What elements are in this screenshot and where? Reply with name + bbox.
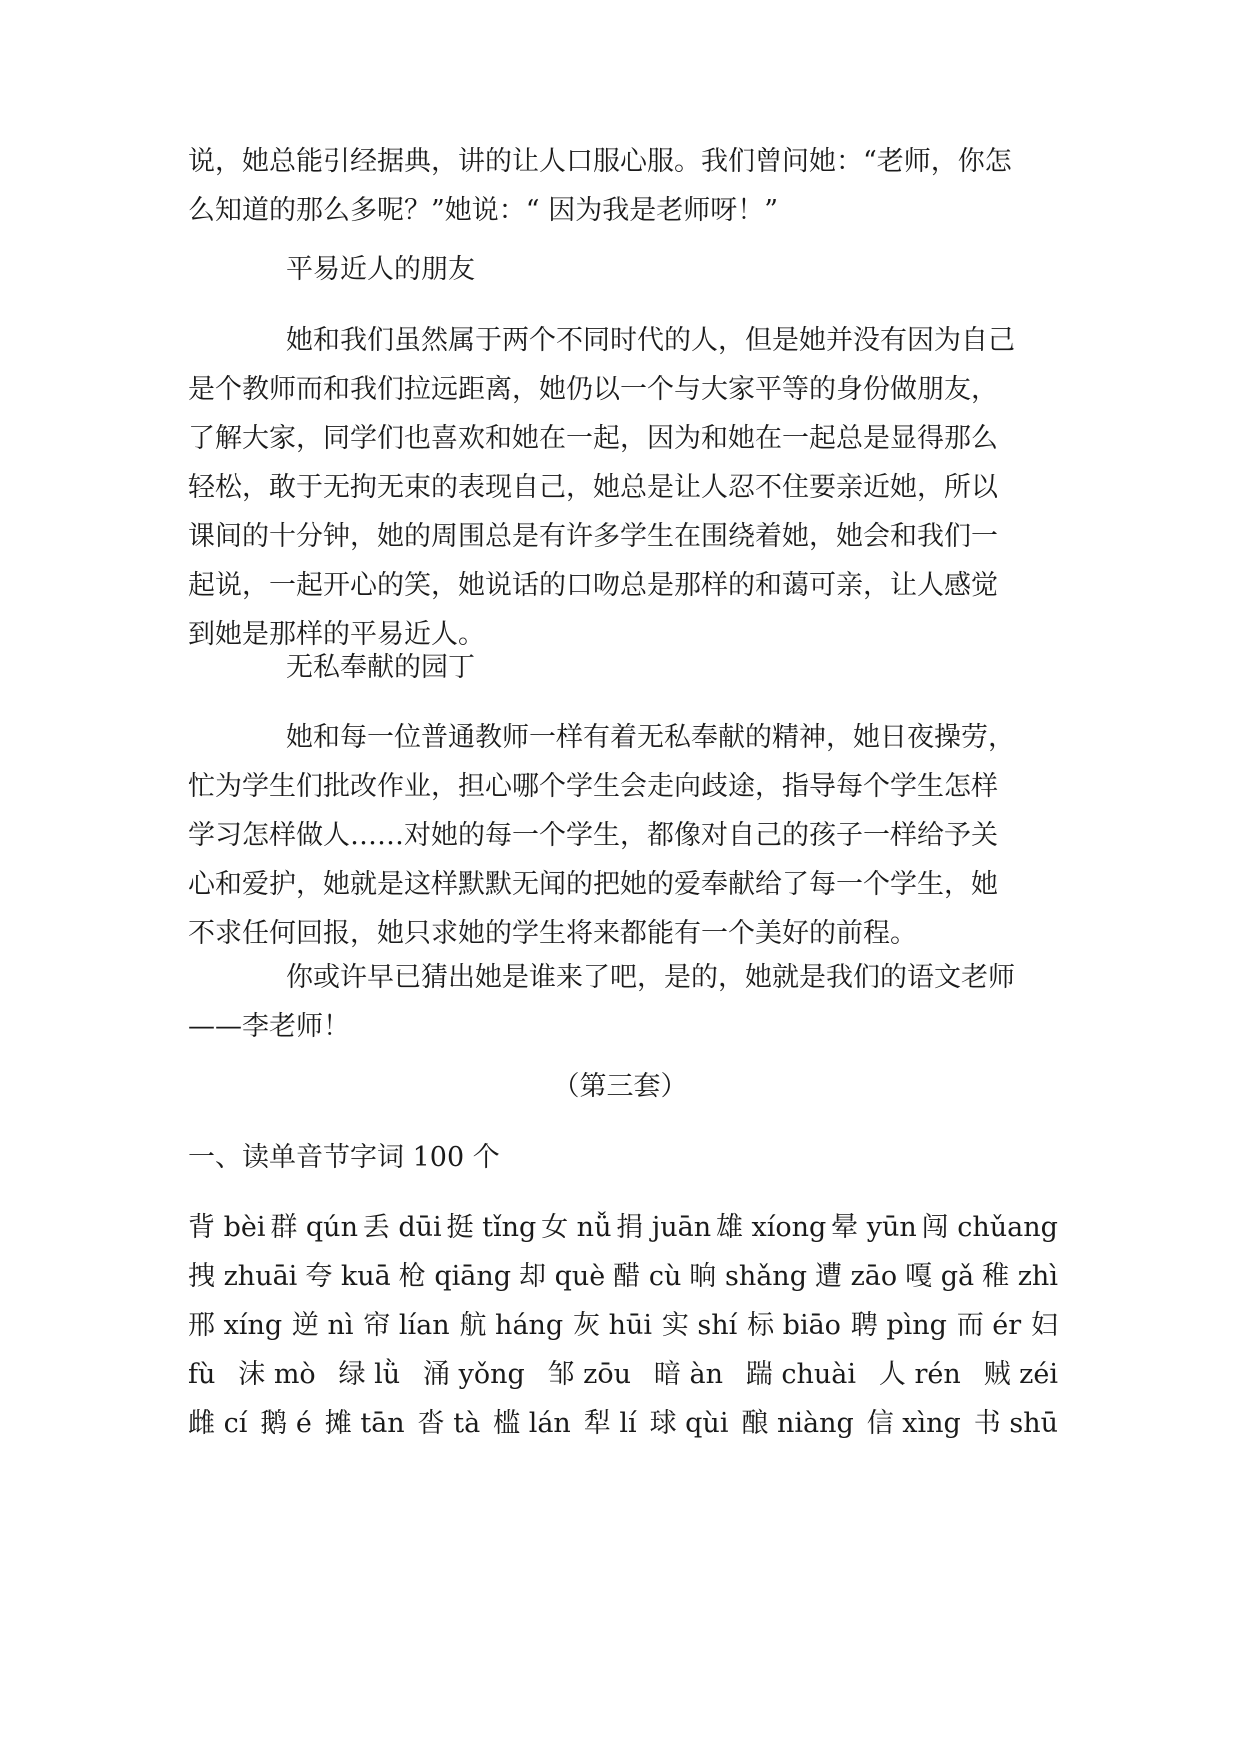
text-line: 轻松，敢于无拘无束的表现自己，她总是让人忍不住要亲近她，所以 — [188, 472, 998, 503]
pinyin-item: 邹 zōu — [547, 1359, 632, 1390]
pinyin-item: 踹 chuài — [745, 1359, 857, 1390]
pinyin-item: 逆 nì — [291, 1310, 354, 1341]
pinyin-item: 丢 dūi — [362, 1212, 442, 1243]
pinyin-item: 帘 lían — [363, 1310, 450, 1341]
pinyin-item: 航 háng — [459, 1310, 564, 1341]
pinyin-row — [188, 1203, 1058, 1252]
text-line: 么知道的那么多呢？”她说：“ 因为我是老师呀！” — [188, 195, 778, 226]
pinyin-item: 闯 chǔang — [921, 1212, 1058, 1243]
pinyin-item: 晌 shǎng — [689, 1261, 807, 1292]
text-line: 学习怎样做人……对她的每一个学生，都像对自己的孩子一样给予关 — [188, 820, 998, 851]
pinyin-item: 酿 niàng — [741, 1408, 854, 1439]
pinyin-item: 沫 mò — [238, 1359, 316, 1390]
paragraph-gardener — [188, 713, 1058, 958]
pinyin-item: 枪 qiāng — [398, 1261, 512, 1292]
pinyin-item: 背 bèi — [188, 1212, 266, 1243]
pinyin-item: 群 qún — [270, 1212, 358, 1243]
pinyin-item: 犁 lí — [583, 1408, 637, 1439]
pinyin-item: 涌 yǒng — [422, 1359, 525, 1390]
text-line: 是个教师而和我们拉远距离，她仍以一个与大家平等的身份做朋友， — [188, 374, 998, 405]
section-heading-gardener: 无私奉献的园丁 — [286, 652, 475, 683]
pinyin-item: 醋 cù — [613, 1261, 682, 1292]
pinyin-item: 遭 zāo — [814, 1261, 898, 1292]
pinyin-item: 实 shí — [661, 1310, 738, 1341]
pinyin-item: 鹅 é — [260, 1408, 312, 1439]
text-line: 起说，一起开心的笑，她说话的口吻总是那样的和蔼可亲，让人感觉 — [188, 570, 998, 601]
paragraph-friend — [188, 316, 1058, 659]
pinyin-item: 却 què — [519, 1261, 606, 1292]
pinyin-item: 晕 yūn — [831, 1212, 917, 1243]
pinyin-item: 标 biāo — [747, 1310, 841, 1341]
pinyin-item: 拽 zhuāi — [188, 1261, 298, 1292]
pinyin-item: 球 qùi — [649, 1408, 729, 1439]
pinyin-item: 聘 pìng — [850, 1310, 947, 1341]
pinyin-item: 挺 tǐng — [446, 1212, 537, 1243]
pinyin-item: 人 rén — [878, 1359, 961, 1390]
pinyin-row — [188, 1399, 1058, 1448]
pinyin-item: 槛 lán — [493, 1408, 571, 1439]
pinyin-item: fù — [188, 1359, 216, 1390]
text-line: 不求任何回报，她只求她的学生将来都能有一个美好的前程。 — [188, 918, 917, 949]
pinyin-item: 信 xìng — [866, 1408, 961, 1439]
pinyin-item: 贼 zéi — [983, 1359, 1058, 1390]
pinyin-row — [188, 1301, 1058, 1350]
text-line: 了解大家，同学们也喜欢和她在一起，因为和她在一起总是显得那么 — [188, 423, 998, 454]
text-line: 她和我们虽然属于两个不同时代的人，但是她并没有因为自己 — [286, 325, 1015, 356]
text-line: ——李老师！ — [188, 1011, 350, 1042]
paragraph-intro-end — [188, 137, 1058, 235]
pinyin-item: 嘎 gǎ — [905, 1261, 975, 1292]
text-line: 说，她总能引经据典，讲的让人口服心服。我们曾问她：“老师，你怎 — [188, 146, 1012, 177]
pinyin-item: 暗 àn — [653, 1359, 723, 1390]
text-line: 心和爱护，她就是这样默默无闻的把她的爱奉献给了每一个学生，她 — [188, 869, 998, 900]
exercise-heading: 一、读单音节字词 100 个 — [188, 1142, 500, 1173]
text-line: 忙为学生们批改作业，担心哪个学生会走向歧途，指导每个学生怎样 — [188, 771, 998, 802]
pinyin-item: 稚 zhì — [982, 1261, 1058, 1292]
pinyin-item: 妇 — [1030, 1310, 1058, 1341]
pinyin-item: 捐 juān — [616, 1212, 712, 1243]
pinyin-item: 书 shū — [973, 1408, 1058, 1439]
pinyin-item: 而 ér — [956, 1310, 1022, 1341]
pinyin-item: 雄 xíong — [715, 1212, 827, 1243]
pinyin-item: 摊 tān — [324, 1408, 405, 1439]
pinyin-item: 邢 xíng — [188, 1310, 283, 1341]
pinyin-item: 沓 tà — [417, 1408, 481, 1439]
set-title: （第三套） — [552, 1071, 688, 1102]
text-line: 你或许早已猜出她是谁来了吧，是的，她就是我们的语文老师 — [286, 962, 1015, 993]
text-line: 课间的十分钟，她的周围总是有许多学生在围绕着她，她会和我们一 — [188, 521, 998, 552]
pinyin-item: 绿 lǜ — [338, 1359, 401, 1390]
pinyin-row — [188, 1252, 1058, 1301]
pinyin-item: 女 nǚ — [541, 1212, 612, 1243]
section-heading-friend: 平易近人的朋友 — [286, 254, 475, 285]
pinyin-item: 灰 hūi — [573, 1310, 653, 1341]
text-line: 她和每一位普通教师一样有着无私奉献的精神，她日夜操劳， — [286, 722, 1015, 753]
pinyin-item: 夸 kuā — [305, 1261, 391, 1292]
text-line: 到她是那样的平易近人。 — [188, 619, 485, 650]
pinyin-row — [188, 1350, 1058, 1399]
pinyin-item: 雌 cí — [188, 1408, 248, 1439]
paragraph-conclusion — [188, 953, 1058, 1051]
